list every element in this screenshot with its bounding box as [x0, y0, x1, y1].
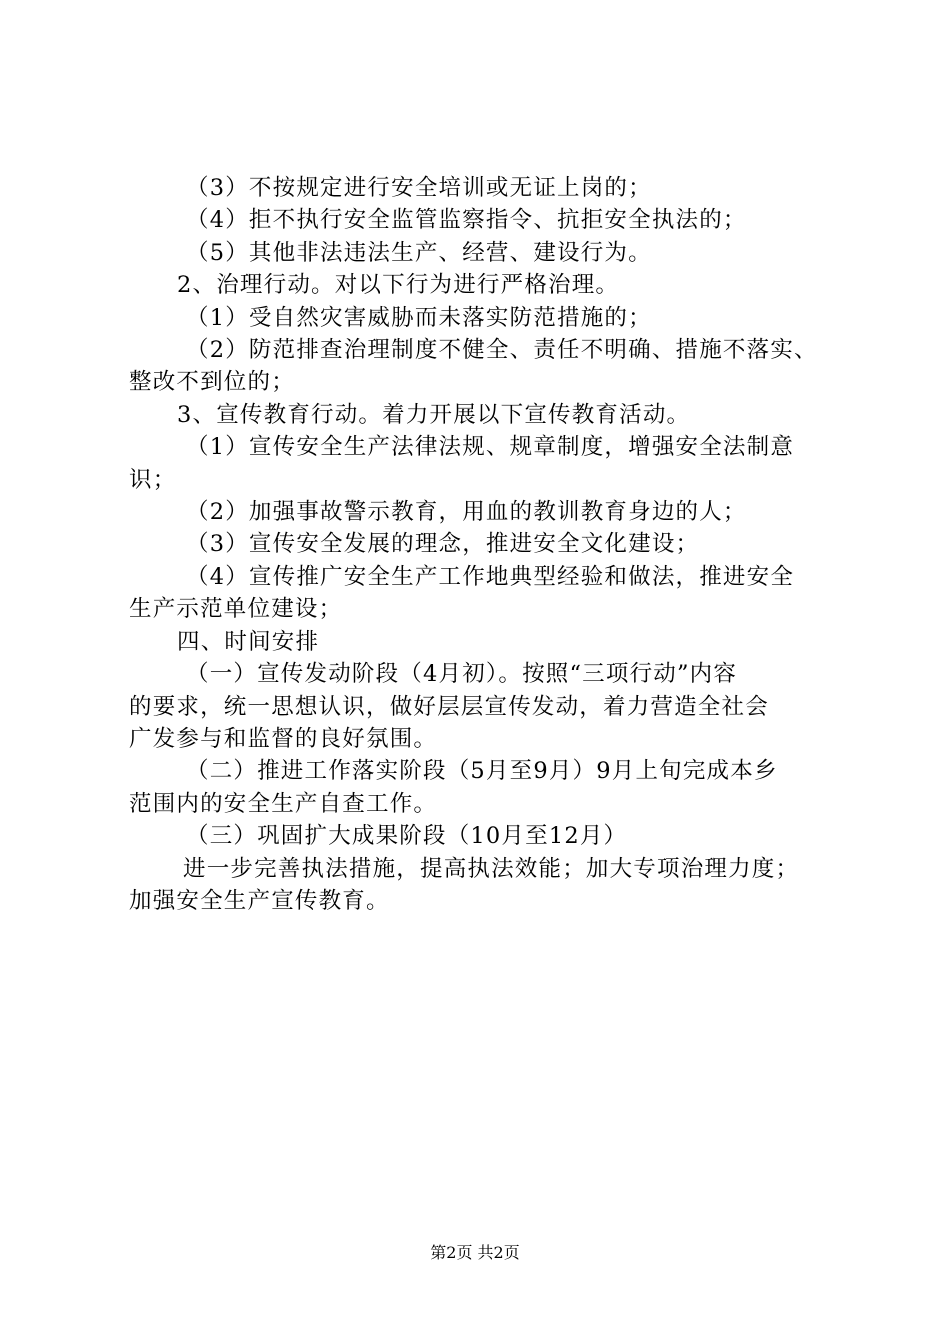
document-body: [129, 172, 839, 917]
paragraph-continuation-line: 加强安全生产宣传教育。: [129, 887, 390, 914]
paragraph-line: 四、时间安排: [177, 628, 320, 655]
paragraph-line: （2）加强事故警示教育，用血的教训教育身边的人；: [186, 499, 747, 526]
page-footer: 第2页 共2页: [430, 1243, 520, 1262]
paragraph-continuation-line: 整改不到位的；: [129, 369, 295, 396]
paragraph-line: （4）宣传推广安全生产工作地典型经验和做法，推进安全: [186, 563, 795, 590]
paragraph-line: （3）宣传安全发展的理念，推进安全文化建设；: [186, 531, 700, 558]
paragraph-line: 2、治理行动。对以下行为进行严格治理。: [177, 272, 620, 299]
paragraph-continuation-line: 广发参与和监督的良好氛围。: [129, 725, 438, 752]
paragraph-line: （4）拒不执行安全监管监察指令、抗拒安全执法的；: [186, 207, 747, 234]
paragraph-line: （2）防范排查治理制度不健全、责任不明确、措施不落实、: [186, 337, 818, 364]
paragraph-line: 进一步完善执法措施，提高执法效能；加大专项治理力度；: [183, 855, 800, 882]
paragraph-line: （1）宣传安全生产法律法规、规章制度，增强安全法制意: [186, 434, 795, 461]
paragraph-line: （三）巩固扩大成果阶段（10月至12月）: [186, 823, 628, 850]
paragraph-line: （5）其他非法违法生产、经营、建设行为。: [186, 239, 652, 266]
paragraph-line: （二）推进工作落实阶段（5月至9月）9月上旬完成本乡: [186, 758, 778, 785]
paragraph-line: 3、宣传教育行动。着力开展以下宣传教育活动。: [177, 401, 691, 428]
paragraph-continuation-line: 生产示范单位建设；: [129, 596, 343, 623]
paragraph-continuation-line: 范围内的安全生产自查工作。: [129, 790, 438, 817]
paragraph-continuation-line: 的要求，统一思想认识，做好层层宣传发动，着力营造全社会: [129, 693, 769, 720]
paragraph-line: （一）宣传发动阶段（4月初）。按照“三项行动”内容: [186, 661, 738, 688]
paragraph-line: （1）受自然灾害威胁而未落实防范措施的；: [186, 304, 652, 331]
paragraph-continuation-line: 识；: [129, 466, 177, 493]
paragraph-line: （3）不按规定进行安全培训或无证上岗的；: [186, 175, 652, 201]
